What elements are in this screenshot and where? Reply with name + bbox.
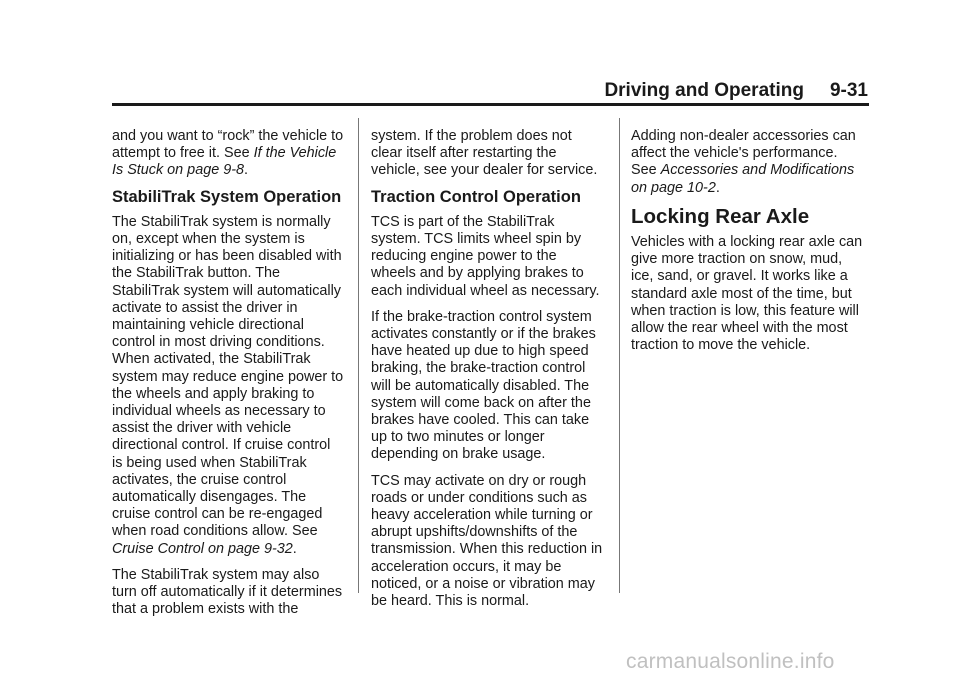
text-line: roads or under conditions such as [371,489,587,506]
text-line: wheels and by applying brakes to [371,265,584,282]
text-fragment: . [292,540,297,557]
rock-vehicle-paragraph [112,128,352,180]
column-divider-2 [619,118,620,593]
text-line: give more traction on snow, mud, [631,251,843,268]
accessories-link[interactable]: Accessories and Modifications [660,162,855,179]
text-line: maintaining vehicle directional [112,317,304,334]
text-line: traction to move the vehicle. [631,337,811,354]
service-paragraph [371,128,611,180]
text-line: when road conditions allow. See [112,523,318,540]
column-divider-1 [358,118,359,593]
text-line: assist the driver with vehicle [112,420,292,437]
text-line: turn off automatically if it determines [112,584,343,601]
text-line: have heated up due to high speed [371,343,589,360]
text-line: that a problem exists with the [112,601,299,618]
text-line [112,145,352,162]
tcs-intro-paragraph [371,214,611,300]
text-line: noticed, or a noise or vibration may [371,575,595,592]
vehicle-stuck-link[interactable]: If the Vehicle [253,145,337,162]
watermark: carmanualsonline.info [626,650,835,673]
text-line: activates, the cruise control [112,471,287,488]
text-line: heavy acceleration while turning or [371,507,593,524]
text-line: initializing or has been disabled with [112,248,342,265]
text-line: vehicle, see your dealer for service. [371,162,598,179]
text-line: brakes have cooled. This can take [371,412,590,429]
column-2 [371,128,611,619]
text-line: Adding non-dealer accessories can [631,128,856,144]
text-fragment: . [244,162,248,179]
text-line: control in most driving conditions. [112,334,325,351]
text-line: activates constantly or if the brakes [371,326,596,343]
tcs-activation-paragraph [371,473,611,611]
text-line: clear itself after restarting the [371,145,557,162]
stabilitrak-auto-off-paragraph [112,567,352,619]
column-1 [112,128,352,627]
text-line: depending on brake usage. [371,446,546,463]
cruise-control-link[interactable]: Cruise Control on page 9-32 [112,540,293,557]
text-line: reducing engine power to the [371,248,557,265]
text-line: TCS is part of the StabiliTrak [371,213,555,230]
text-line: on, except when the system is [112,231,305,248]
text-line: the wheels and apply braking to [112,385,315,402]
text-line: is being used when StabiliTrak [112,454,307,471]
locking-axle-paragraph [631,234,871,354]
text-line: directional control. If cruise control [112,437,331,454]
vehicle-stuck-link-cont[interactable]: Is Stuck on page 9-8 [112,162,244,179]
text-line: up to two minutes or longer [371,429,545,446]
text-line: Vehicles with a locking rear axle can [631,234,863,251]
text-line: When activated, the StabiliTrak [112,351,311,368]
text-fragment: . [715,179,720,196]
traction-control-heading: Traction Control Operation [371,187,581,206]
text-line: automatically disengages. The [112,489,307,506]
stabilitrak-heading: StabiliTrak System Operation [112,187,342,206]
text-line: The StabiliTrak system is normally [112,213,331,230]
text-line: transmission. When this reduction in [371,541,603,558]
text-line: braking, the brake-traction control [371,360,586,377]
text-line: each individual wheel as necessary. [371,282,600,299]
accessories-link-cont[interactable]: on page 10-2 [631,179,716,196]
text-line [631,162,871,179]
text-line [112,541,352,558]
text-fragment: See [631,162,661,179]
text-line: ice, sand, or gravel. It works like a [631,268,848,285]
text-line: StabiliTrak system will automatically [112,282,341,299]
text-line: be heard. This is normal. [371,593,530,610]
text-line: TCS may activate on dry or rough [371,472,587,489]
section-title: Driving and Operating [604,80,804,101]
text-line: If the brake-traction control system [371,308,592,325]
text-line: when traction is low, this feature will [631,302,859,319]
text-line: activate to assist the driver in [112,299,298,316]
text-line [631,180,871,197]
locking-rear-axle-heading: Locking Rear Axle [631,204,810,228]
text-line: cruise control can be re-engaged [112,506,323,523]
text-line: system will come back on after the [371,394,591,411]
text-line: individual wheels as necessary to [112,403,326,420]
text-line: the StabiliTrak button. The [112,265,280,282]
text-line: standard axle most of the time, but [631,285,852,302]
text-line [112,162,352,179]
column-3 [631,128,871,363]
header-rule [112,103,869,106]
text-line: system may reduce engine power to [112,368,344,385]
text-line: allow the rear wheel with the most [631,320,848,337]
accessories-paragraph [631,128,871,197]
page-number: 9-31 [829,80,868,101]
text-line: affect the vehicle's performance. [631,145,838,162]
page-header [604,80,868,102]
text-line: abrupt upshifts/downshifts of the [371,524,578,541]
text-fragment: attempt to free it. See [112,145,254,162]
text-line: will be automatically disabled. The [371,377,590,394]
text-line: The StabiliTrak system may also [112,566,320,583]
text-line: and you want to “rock” the vehicle to [112,128,344,144]
brake-traction-paragraph [371,309,611,464]
stabilitrak-paragraph [112,214,352,558]
text-line: system. If the problem does not [371,128,572,144]
text-line: system. TCS limits wheel spin by [371,231,582,248]
text-line: acceleration occurs, it may be [371,558,562,575]
